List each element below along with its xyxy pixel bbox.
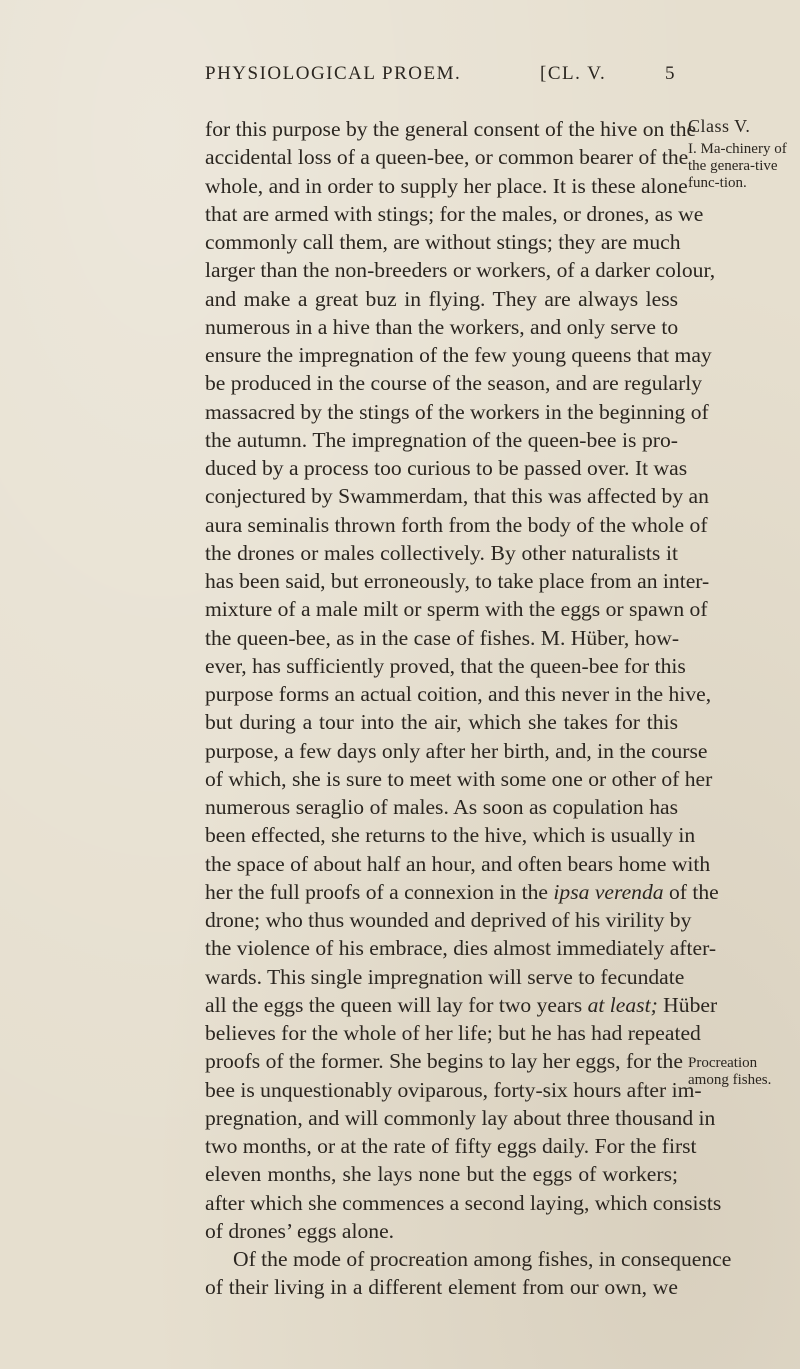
text-line: the autumn. The impregnation of the queen-bee is pro- — [205, 427, 678, 452]
text-segment: her the full proofs of a connexion in the — [205, 879, 549, 904]
text-line: purpose, a few days only after her birth, and, in the course — [205, 738, 708, 763]
text-segment: of the — [668, 879, 719, 904]
margin-note-text: Procreation among fishes. — [688, 1055, 772, 1088]
text-line: whole, and in order to supply her place. It is these alone — [205, 173, 688, 198]
text-line: purpose forms an actual coition, and this never in the hive, — [205, 682, 712, 706]
text-line: been effected, she returns to the hive, which is usually in — [205, 823, 696, 848]
text-line: duced by a process too curious to be passed over. It was — [205, 456, 688, 480]
text-line-mixed — [205, 878, 719, 906]
text-line: believes for the whole of her life; but he has had repeated — [205, 1021, 701, 1045]
class-label: Class V. — [688, 116, 751, 136]
text-line: aura seminalis thrown forth from the body of the whole of — [205, 512, 708, 537]
text-line: drone; who thus wounded and deprived of his virility by — [205, 908, 692, 932]
text-line: pregnation, and will commonly lay about three thousand in — [205, 1105, 716, 1130]
text-line: the space of about half an hour, and often bears home with — [205, 851, 711, 876]
text-line-mixed — [205, 991, 718, 1019]
text-line: numerous in a hive than the workers, and only serve to — [205, 314, 679, 339]
text-line: conjectured by Swammerdam, that this was affected by an — [205, 484, 709, 509]
text-line: commonly call them, are without stings; they are much — [205, 230, 681, 254]
text-line: ensure the impregnation of the few young queens that may — [205, 343, 712, 367]
text-line: of which, she is sure to meet with some one or other of her — [205, 766, 713, 791]
text-line: for this purpose by the general consent of the hive on the — [205, 117, 697, 141]
text-line: after which she commences a second laying, which consists — [205, 1190, 722, 1215]
text-line: the queen-bee, as in the case of fishes. M. Hüber, how- — [205, 625, 680, 650]
italic-phrase: ipsa verenda — [553, 879, 664, 904]
margin-note-procreation — [688, 1055, 798, 1089]
text-line: the violence of his embrace, dies almost immediately after- — [205, 936, 717, 961]
text-line: massacred by the stings of the workers in the beginning of — [205, 399, 709, 424]
text-line: that are armed with stings; for the males, or drones, as we — [205, 201, 704, 226]
text-line: proofs of the former. She begins to lay her eggs, for the — [205, 1049, 683, 1074]
text-line: wards. This single impregnation will serve to fecundate — [205, 964, 685, 989]
text-line: and make a great buz in flying. They are always less — [205, 286, 678, 311]
text-line: the drones or males collectively. By other naturalists it — [205, 540, 678, 565]
italic-phrase: at least; — [587, 992, 658, 1017]
text-segment: Hüber — [663, 992, 718, 1017]
text-line: of drones’ eggs alone. — [205, 1218, 395, 1243]
text-line: of their living in a different element from our own, we — [205, 1275, 678, 1300]
text-line: ever, has sufficiently proved, that the queen-bee for this — [205, 653, 686, 678]
text-line: be produced in the course of the season, and are regularly — [205, 371, 703, 396]
chapter-reference: [CL. V. — [540, 63, 607, 84]
text-line: larger than the non-breeders or workers, of a darker colour, — [205, 258, 716, 283]
text-line: mixture of a male milt or sperm with the eggs or spawn of — [205, 597, 708, 622]
running-header — [205, 63, 675, 93]
text-line: has been said, but erroneously, to take place from an inter- — [205, 569, 710, 593]
margin-note-text: I. Ma-chinery of the genera-tive func-tion. — [688, 141, 787, 191]
page-number: 5 — [665, 63, 676, 84]
text-line: two months, or at the rate of fifty eggs daily. For the first — [205, 1134, 697, 1158]
text-line: accidental loss of a queen-bee, or common bearer of the — [205, 145, 689, 170]
text-line: but during a tour into the air, which she takes for this — [205, 710, 678, 735]
text-line: Of the mode of procreation among fishes, in consequence — [233, 1247, 732, 1271]
text-segment: all the eggs the queen will lay for two years — [205, 992, 583, 1017]
running-title: PHYSIOLOGICAL PROEM. — [205, 63, 462, 84]
text-line: bee is unquestionably oviparous, forty-six hours after im- — [205, 1077, 702, 1102]
text-line: numerous seraglio of males. As soon as copulation has — [205, 795, 678, 819]
text-line: eleven months, she lays none but the eggs of workers; — [205, 1162, 678, 1187]
margin-note-machinery — [688, 118, 798, 192]
